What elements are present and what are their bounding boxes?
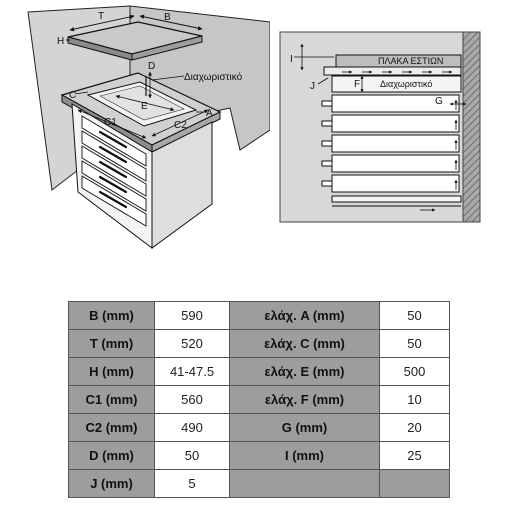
table-row [69,330,450,358]
empty-cell [230,470,380,498]
label-hob-plate: ΠΛΑΚΑ ΕΣΤΙΩΝ [378,56,444,66]
dimension-label-cell: ελάχ. A (mm) [230,302,380,330]
label-d: D [148,61,156,72]
dimension-label-cell: I (mm) [230,442,380,470]
label-c1: C1 [104,117,117,128]
table-row [69,358,450,386]
dimension-value-cell: 590 [155,302,230,330]
dimension-value-cell: 10 [380,386,450,414]
table-row [69,442,450,470]
dimension-value-cell: 490 [155,414,230,442]
label-c: C [69,90,77,101]
dimension-label-cell: C2 (mm) [69,414,155,442]
dimension-value-cell: 25 [380,442,450,470]
dimension-value-cell: 41-47.5 [155,358,230,386]
label-t: T [98,11,105,22]
dimension-value-cell: 5 [155,470,230,498]
dimension-label-cell: B (mm) [69,302,155,330]
label-j: J [310,81,315,92]
dimension-value-cell: 50 [155,442,230,470]
dimension-value-cell: 500 [380,358,450,386]
label-h: H [57,36,65,47]
dimension-label-cell: ελάχ. C (mm) [230,330,380,358]
table-row [69,470,450,498]
label-g: G [435,96,443,107]
table-row [69,386,450,414]
dimension-label-cell: ελάχ. F (mm) [230,386,380,414]
dimension-value-cell: 20 [380,414,450,442]
side-countertop [324,67,461,75]
dimension-label-cell: C1 (mm) [69,386,155,414]
side-plinth [332,196,461,202]
table-row [69,302,450,330]
side-drawers [332,95,459,192]
label-b: B [164,12,171,23]
iso-cabinet-diagram [0,0,270,260]
side-section-diagram [270,20,485,226]
dimension-value-cell: 50 [380,302,450,330]
label-side-separator: Διαχωριστικό [380,79,433,89]
dimension-label-cell: T (mm) [69,330,155,358]
label-a: A [206,108,213,119]
dimension-value-cell: 520 [155,330,230,358]
dimension-table [68,301,450,498]
empty-cell [380,470,450,498]
label-i: I [290,54,293,65]
table-row [69,414,450,442]
label-e: E [141,101,148,112]
dimension-label-cell: D (mm) [69,442,155,470]
dimension-label-cell: J (mm) [69,470,155,498]
dimension-label-cell: H (mm) [69,358,155,386]
wall-hatch [463,32,480,222]
dimension-value-cell: 50 [380,330,450,358]
dimension-label-cell: ελάχ. E (mm) [230,358,380,386]
dimension-table-body [69,302,450,498]
dimension-label-cell: G (mm) [230,414,380,442]
label-separator: Διαχωριστικό [184,72,243,83]
label-c2: C2 [174,120,187,131]
dimension-value-cell: 560 [155,386,230,414]
label-f: F [354,79,361,90]
